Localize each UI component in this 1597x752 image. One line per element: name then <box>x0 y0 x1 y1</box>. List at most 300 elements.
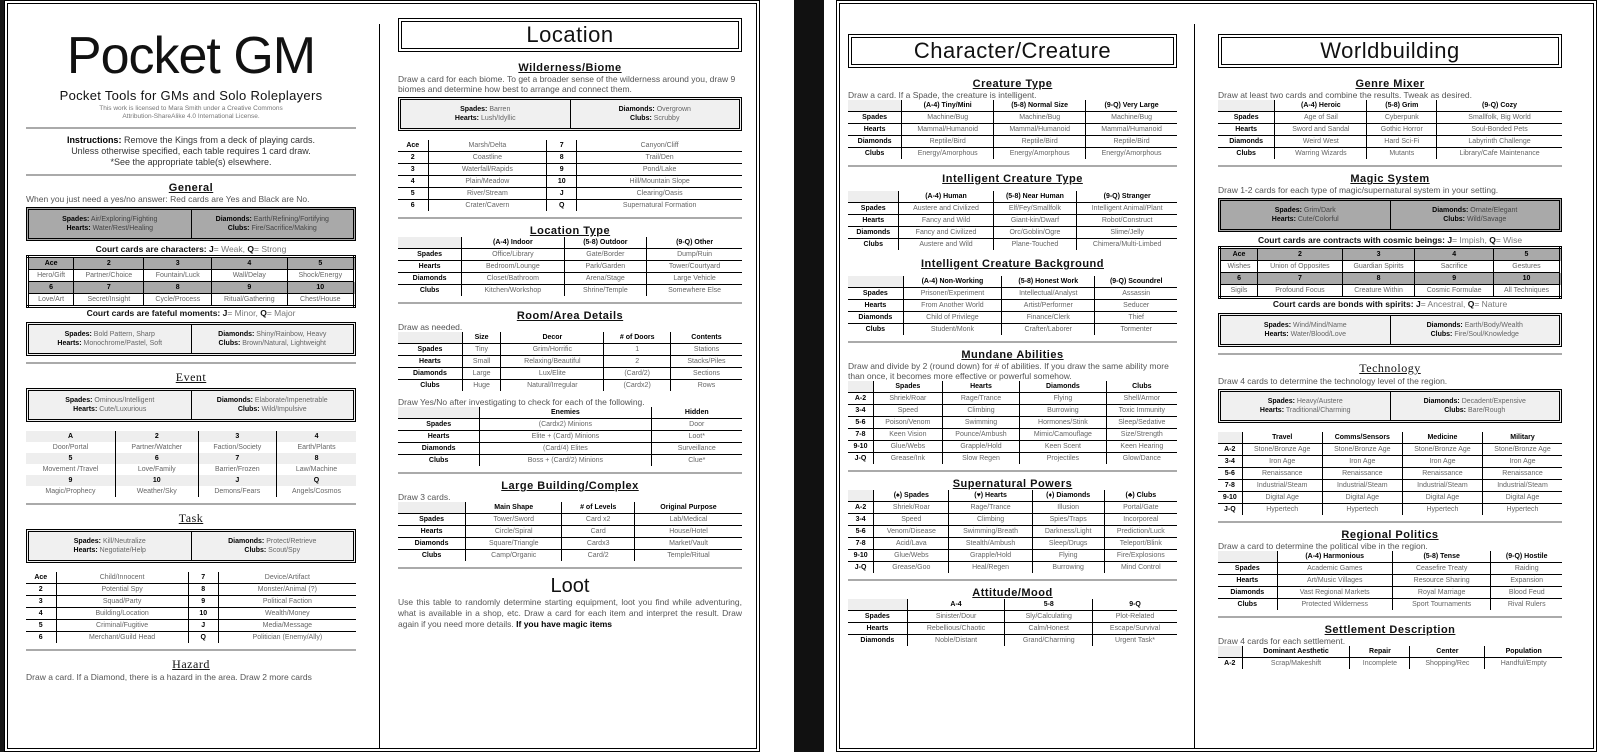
divider <box>398 302 742 304</box>
table-cell: Slime/Jelly <box>1077 227 1177 239</box>
table-cell: Union of Opposites <box>1258 261 1343 273</box>
table-cell: Renaissance <box>1242 468 1322 480</box>
column-divider <box>379 24 380 748</box>
table-cell: Thief <box>1095 312 1177 324</box>
table-cell: Grease/Ink <box>873 453 942 465</box>
section-title-supernatural: Supernatural Powers <box>952 478 1073 490</box>
table-row <box>398 176 742 188</box>
creature-type-table <box>848 100 1177 159</box>
magic-court-caption-2: Court cards are bonds with spirits: J= Ancestral, Q= Nature <box>1272 299 1508 309</box>
table-cell: Academic Games <box>1277 563 1392 575</box>
table-cell: Q <box>188 632 218 644</box>
table-cell: Size <box>462 332 500 344</box>
table-cell: Original Purpose <box>635 502 742 514</box>
table-cell: 2 <box>74 257 144 270</box>
table-cell: (5-8) Outdoor <box>564 237 647 249</box>
table-cell: 4 <box>212 257 288 270</box>
table-cell: A <box>26 431 115 442</box>
table-cell: Door/Portal <box>52 444 89 451</box>
table-cell: Digital Age <box>1402 492 1482 504</box>
table-cell: Square/Triangle <box>466 538 562 550</box>
table-cell: Intelligent Animal/Plant <box>1077 203 1177 215</box>
table-cell: Glue/Webs <box>874 550 949 562</box>
table-row <box>26 475 356 486</box>
table-cell: Teleport/Blink <box>1104 538 1177 550</box>
table-cell <box>398 332 462 344</box>
table-cell: Guardian Spirits <box>1342 261 1415 273</box>
table-cell: Office/Library <box>462 249 564 261</box>
table-cell: Industrial/Steam <box>1402 480 1482 492</box>
table-cell: 7 <box>547 140 577 152</box>
table-cell: Lux/Elite <box>501 368 604 380</box>
supernatural-table <box>848 490 1177 573</box>
task-suit-box: Spades: Kill/Neutralize Hearts: Negotiate/Help Diamonds: Protect/Retrieve Clubs: Scout/Spy <box>26 529 356 563</box>
table-header-row <box>1218 100 1562 112</box>
table-cell: Diamonds <box>398 368 462 380</box>
table-cell: Monster/Animal (?) <box>218 584 356 596</box>
table-cell: Illusion <box>1032 502 1104 514</box>
section-title-hazard: Hazard <box>172 657 210 671</box>
table-row <box>848 239 1177 251</box>
table-cell: Industrial/Steam <box>1322 480 1402 492</box>
table-cell: 4 <box>277 431 356 442</box>
table-cell: Ace <box>28 257 74 270</box>
table-cell: Climbing <box>942 405 1019 417</box>
table-row <box>848 562 1177 574</box>
table-header-row <box>848 490 1177 502</box>
section-title-background: Intelligent Creature Background <box>921 258 1104 270</box>
table-cell: Center <box>1410 646 1485 658</box>
table-cell <box>1218 432 1242 444</box>
table-cell: 6 <box>28 282 74 294</box>
table-cell: Hearts <box>848 623 907 635</box>
genre-table <box>1218 100 1562 159</box>
table-cell: Climbing <box>949 514 1032 526</box>
table-cell: Grim/Horrific <box>501 344 604 356</box>
table-cell: Venom/Disease <box>874 526 949 538</box>
table-cell: Political Faction <box>218 596 356 608</box>
room-desc: Draw as needed. <box>398 322 463 332</box>
table-cell: Hidden <box>651 407 742 419</box>
table-row <box>848 124 1177 136</box>
table-cell: Shopping/Rec <box>1410 658 1485 670</box>
table-cell: Shell/Armor <box>1106 393 1177 405</box>
table-cell: Diamonds <box>398 538 466 550</box>
technology-desc: Draw 4 cards to determine the technology level of the region. <box>1218 376 1448 386</box>
table-cell: J-Q <box>1223 506 1236 513</box>
table-cell: 7-8 <box>848 429 873 441</box>
table-cell: (♠) Spades <box>874 490 949 502</box>
location-header: Location <box>398 18 742 52</box>
table-row <box>398 249 742 261</box>
table-row <box>26 596 356 608</box>
page-divider <box>794 0 824 752</box>
table-cell: Stacks/Piles <box>670 356 742 368</box>
table-cell: Canyon/Cliff <box>577 140 742 152</box>
table-cell: Mammal/Humanoid <box>902 124 994 136</box>
table-cell: Chest/House <box>287 294 354 307</box>
table-cell: Iron Age <box>1242 456 1322 468</box>
table-cell: Sly/Calculating <box>1005 611 1093 623</box>
table-row <box>1218 136 1562 148</box>
table-cell: Movement /Travel <box>42 466 99 473</box>
table-cell: 10 <box>188 608 218 620</box>
section-title-technology: Technology <box>1359 361 1421 375</box>
section-title-genre: Genre Mixer <box>1355 78 1425 90</box>
table-cell: 5 <box>26 620 56 632</box>
table-cell: Closet/Bathroom <box>462 273 564 285</box>
table-cell: Diamonds <box>398 273 462 285</box>
table-cell: Door <box>651 419 742 431</box>
table-cell: 9 <box>547 164 577 176</box>
table-cell: Rage/Trance <box>949 502 1032 514</box>
table-cell: Angels/Cosmos <box>277 486 356 497</box>
table-cell: Art/Music Villages <box>1277 575 1392 587</box>
table-row <box>1218 468 1562 480</box>
table-cell: Sleep/Drugs <box>1032 538 1104 550</box>
table-row <box>1218 148 1562 160</box>
table-cell: Earth/Plants <box>277 442 356 453</box>
table-cell: Device/Artifact <box>218 572 356 584</box>
table-row <box>1218 112 1562 124</box>
table-cell: # of Levels <box>562 502 635 514</box>
table-cell: A-2 <box>1224 660 1236 667</box>
table-cell: 2 <box>398 152 428 164</box>
event-table <box>26 431 356 497</box>
table-cell: Hard Sci-Fi <box>1367 136 1437 148</box>
magic-court-caption: Court cards are contracts with cosmic beings: J= Impish, Q= Wise <box>1257 235 1523 245</box>
table-row <box>398 344 742 356</box>
section-title-room: Room/Area Details <box>516 310 624 322</box>
wilderness-desc: Draw a card for each biome. To get a broader sense of the wilderness around you, draw 9 biomes and determine how best to arrange and connect them. <box>398 74 736 94</box>
mundane-table <box>848 381 1177 464</box>
table-cell: 5 <box>287 257 354 270</box>
table-cell: Kitchen/Workshop <box>462 285 564 297</box>
table-cell: From Another World <box>903 300 1001 312</box>
table-row <box>1218 456 1562 468</box>
table-cell: (♣) Clubs <box>1104 490 1177 502</box>
table-cell: 10 <box>1493 273 1560 285</box>
section-title-building: Large Building/Complex <box>501 480 639 492</box>
table-cell: (5-8) Tense <box>1392 551 1491 563</box>
table-cell: Labyrinth Challenge <box>1437 136 1562 148</box>
table-cell: (5-8) Grim <box>1367 100 1437 112</box>
table-cell: Industrial/Steam <box>1483 480 1562 492</box>
table-cell: House/Hotel <box>635 526 742 538</box>
table-cell: Enemies <box>480 407 651 419</box>
table-cell: 8 <box>547 152 577 164</box>
table-row <box>398 419 742 431</box>
table-header-row <box>1218 646 1562 658</box>
technology-suit-box: Spades: Heavy/Austere Hearts: Traditional/Charming Diamonds: Decadent/Expensive Clubs: Bare/Rough <box>1218 389 1562 423</box>
table-cell: Clubs <box>419 287 440 294</box>
section-title-magic: Magic System <box>1350 173 1430 185</box>
table-cell: Law/Machine <box>277 464 356 475</box>
table-cell: Resource Sharing <box>1392 575 1491 587</box>
table-cell: Intellectual/Analyst <box>1002 288 1095 300</box>
table-cell: 6 <box>38 634 43 641</box>
table-cell: Rebellious/Chaotic <box>907 623 1005 635</box>
table-cell: Artist/Performer <box>1002 300 1095 312</box>
section-title-task: Task <box>178 511 204 525</box>
table-cell: Stations <box>670 344 742 356</box>
table-cell: Criminal/Fugitive <box>56 620 188 632</box>
table-cell: 9 <box>1415 273 1494 285</box>
table-cell: (A-4) Tiny/Mini <box>902 100 994 112</box>
table-cell: Glow/Dance <box>1106 453 1177 465</box>
document-subtitle: Pocket Tools for GMs and Solo Roleplayers <box>59 88 323 103</box>
creature-type-desc: Draw a card. If a Spade, the creature is intelligent. <box>848 90 1037 100</box>
table-cell: Flying <box>1032 550 1104 562</box>
magic-desc: Draw 1-2 cards for each type of magic/supernatural system in your setting. <box>1218 185 1499 195</box>
table-cell: Relaxing/Beautiful <box>501 356 604 368</box>
table-row <box>848 623 1177 635</box>
table-cell: Large <box>462 368 500 380</box>
table-row <box>398 443 742 455</box>
table-row <box>848 635 1177 647</box>
table-cell: 2 <box>604 356 671 368</box>
divider <box>26 503 356 505</box>
license-text: This work is licensed to Mara Smith under a Creative Commons Attribution-ShareAlike 4.0 International License. <box>99 105 283 120</box>
table-cell: Squad/Party <box>56 596 188 608</box>
table-row <box>398 356 742 368</box>
table-cell: Incomplete <box>1350 658 1410 670</box>
table-cell: Park/Garden <box>564 261 647 273</box>
building-table <box>398 502 742 561</box>
table-header-row <box>398 502 742 514</box>
table-cell: Politician (Enemy/Ally) <box>218 632 356 644</box>
table-cell: 10 <box>115 475 198 486</box>
table-cell: Incorporeal <box>1104 514 1177 526</box>
table-cell: 1 <box>604 344 671 356</box>
table-cell: Diamonds <box>1218 136 1275 148</box>
table-cell: Bedroom/Lounge <box>462 261 564 273</box>
table-cell: Renaissance <box>1483 468 1562 480</box>
table-cell: Wishes <box>1220 261 1258 273</box>
divider <box>848 579 1177 581</box>
table-row <box>848 324 1177 336</box>
table-cell: Ritual/Gathering <box>212 294 288 307</box>
column-location <box>390 4 750 748</box>
table-cell: Iron Age <box>1322 456 1402 468</box>
table-cell: (Cardx2) Minions <box>480 419 651 431</box>
table-cell: Partner/Watcher <box>115 442 198 453</box>
table-row <box>848 136 1177 148</box>
table-cell: 7-8 <box>1218 480 1242 492</box>
table-row <box>1218 444 1562 456</box>
room-enemies-table <box>398 407 742 466</box>
building-desc: Draw 3 cards. <box>398 492 451 502</box>
table-row <box>1218 599 1562 611</box>
table-cell: Diamonds <box>848 136 902 148</box>
table-cell: Hearts <box>398 261 462 273</box>
section-title-general: General <box>168 182 214 194</box>
table-cell: Gestures <box>1493 261 1560 273</box>
table-cell: Diamonds <box>848 227 899 239</box>
event-suit-box: Spades: Ominous/Intelligent Hearts: Cute/Luxurious Diamonds: Elaborate/Impenetrable Clubs: Wild/Impulsive <box>26 388 356 422</box>
page-gutter <box>760 0 836 752</box>
table-cell: Sleep/Sedative <box>1106 417 1177 429</box>
table-cell: Medicine <box>1402 432 1482 444</box>
table-cell: Tower/Courtyard <box>647 261 742 273</box>
table-row <box>1218 480 1562 492</box>
table-row <box>398 431 742 443</box>
table-cell: (A-4) Non-Working <box>903 276 1001 288</box>
table-cell: 3 <box>1342 248 1415 261</box>
table-cell: Mammal/Humanoid <box>994 124 1086 136</box>
table-row <box>848 288 1177 300</box>
table-cell: Sacrifice <box>1415 261 1494 273</box>
magic-suit-box-2: Spades: Wind/Mind/Name Hearts: Water/Blood/Love Diamonds: Earth/Body/Wealth Clubs: Fire/Soul/Knowledge <box>1218 313 1562 347</box>
location-type-table <box>398 237 742 296</box>
table-cell: Tiny <box>462 344 500 356</box>
table-cell: Waterfall/Rapids <box>428 164 547 176</box>
table-cell: Clubs <box>420 382 440 389</box>
table-cell: Child of Privilege <box>903 312 1001 324</box>
table-cell: Noble/Distant <box>907 635 1005 647</box>
table-cell: Hearts <box>848 124 902 136</box>
table-cell: Boss + (Card/2) Minions <box>480 455 651 467</box>
table-cell: 9-10 <box>1218 492 1242 504</box>
table-cell: 2 <box>1258 248 1343 261</box>
table-row <box>848 453 1177 465</box>
column-character <box>840 4 1185 748</box>
table-cell: Card/2 <box>562 550 635 562</box>
table-row <box>398 368 742 380</box>
table-cell: Burrowing <box>1032 562 1104 574</box>
table-row <box>26 632 356 644</box>
table-row <box>26 620 356 632</box>
table-cell: 9-10 <box>848 550 874 562</box>
table-row <box>848 611 1177 623</box>
loot-desc: Use this table to randomly determine starting equipment, loot you find while adventuring, what is available in a shop, etc. Draw a card for each item and interpret the result. Draw again if you need more details. If you have magic items <box>398 597 742 629</box>
table-cell: 7 <box>74 282 144 294</box>
table-cell: Speed <box>873 405 942 417</box>
table-row <box>848 112 1177 124</box>
table-cell <box>1218 646 1242 658</box>
table-cell: Q <box>547 200 577 212</box>
table-row <box>1218 658 1562 670</box>
worldbuilding-header: Worldbuilding <box>1218 34 1562 68</box>
table-row <box>28 282 355 294</box>
table-cell: Spades <box>1218 112 1275 124</box>
table-cell: Merchant/Guild Head <box>56 632 188 644</box>
table-cell: A-2 <box>1218 444 1242 456</box>
table-row <box>28 270 355 282</box>
table-cell: (9-Q) Hostile <box>1491 551 1562 563</box>
table-cell: Robot/Construct <box>1077 215 1177 227</box>
section-title-creature-type: Creature Type <box>972 78 1053 90</box>
table-cell: Energy/Amorphous <box>902 148 994 160</box>
divider <box>848 470 1177 472</box>
table-cell: Age of Sail <box>1275 112 1367 124</box>
table-row <box>398 273 742 285</box>
table-cell: Hearts <box>398 431 480 443</box>
table-cell: Military <box>1483 432 1562 444</box>
table-cell: Loot* <box>651 431 742 443</box>
character-header: Character/Creature <box>848 34 1177 68</box>
table-cell: Machine/Bug <box>902 112 994 124</box>
table-cell: Cosmic Formulae <box>1415 285 1494 298</box>
table-cell: Diamonds <box>398 443 480 455</box>
table-row <box>26 453 356 464</box>
table-cell: Partner/Choice <box>74 270 144 282</box>
table-cell: Card x2 <box>562 514 635 526</box>
document-title: Pocket GM <box>66 27 316 85</box>
table-cell: (5-8) Near Human <box>993 191 1077 203</box>
table-header-row <box>398 407 742 419</box>
table-cell: Ace <box>398 140 428 152</box>
table-row <box>398 550 742 562</box>
divider <box>26 649 356 651</box>
table-cell: Q <box>277 475 356 486</box>
table-cell <box>1218 551 1277 563</box>
table-cell: Building/Location <box>56 608 188 620</box>
table-cell: Clubs <box>421 552 442 559</box>
table-row <box>26 442 356 453</box>
table-cell: Hearts <box>848 215 899 227</box>
table-row <box>848 312 1177 324</box>
table-cell: Hypertech <box>1322 504 1402 516</box>
column-general <box>18 4 364 748</box>
table-cell: Rival Rulers <box>1491 599 1562 611</box>
table-row <box>28 257 355 270</box>
table-cell: Tower/Sword <box>466 514 562 526</box>
general-suit-box-2: Spades: Bold Pattern, Sharp Hearts: Monochrome/Pastel, Soft Diamonds: Shiny/Rainbow, Heavy Clubs: Brown/Natural, Lightweight <box>26 322 356 356</box>
table-cell: Iron Age <box>1402 456 1482 468</box>
table-cell: Hearts <box>398 356 462 368</box>
table-cell: Temple/Ritual <box>635 550 742 562</box>
table-cell: Warring Wizards <box>1275 148 1367 160</box>
divider <box>26 174 356 176</box>
genre-desc: Draw at least two cards and combine the results. Tweak as desired. <box>1218 90 1473 100</box>
divider <box>848 165 1177 167</box>
magic-table <box>1218 246 1562 299</box>
table-cell: A-2 <box>848 393 873 405</box>
table-row <box>848 393 1177 405</box>
table-cell: Spades <box>848 611 907 623</box>
table-cell: 5-6 <box>848 526 874 538</box>
table-cell: Natural/Irregular <box>501 380 604 392</box>
table-cell: Swimming/Breath <box>949 526 1032 538</box>
table-cell: Hypertech <box>1483 504 1562 516</box>
politics-desc: Draw a card to determine the political vibe in the region. <box>1218 541 1428 551</box>
table-row <box>398 526 742 538</box>
table-cell: Spades <box>848 288 903 300</box>
table-cell: Machine/Bug <box>994 112 1086 124</box>
table-row <box>28 294 355 307</box>
table-cell: 3-4 <box>848 405 873 417</box>
table-cell: J-Q <box>854 455 867 462</box>
table-cell: Smallfolk, Big World <box>1437 112 1562 124</box>
general-suit-box: Spades: Air/Exploring/Fighting Hearts: Water/Rest/Healing Diamonds: Earth/Refining/Fortifying Clubs: Fire/Sacrifice/Making <box>26 207 356 241</box>
wilderness-suit-box: Spades: Barren Hearts: Lush/Idyllic Diamonds: Overgrown Clubs: Scrubby <box>398 97 742 131</box>
wilderness-table <box>398 140 742 211</box>
general-table <box>26 255 356 308</box>
table-cell: 5-6 <box>848 417 873 429</box>
section-title-politics: Regional Politics <box>1341 529 1439 541</box>
table-cell: Coastline <box>428 152 547 164</box>
table-cell: Energy/Amorphous <box>994 148 1086 160</box>
table-cell: 9-10 <box>848 441 873 453</box>
table-cell: Crater/Cavern <box>428 200 547 212</box>
table-cell: Sport Tournaments <box>1392 599 1491 611</box>
table-cell: Library/Cafe Maintenance <box>1437 148 1562 160</box>
table-cell: Orc/Goblin/Ogre <box>993 227 1077 239</box>
table-cell <box>848 100 902 112</box>
table-cell: 10 <box>547 176 577 188</box>
table-cell: 8 <box>277 453 356 464</box>
